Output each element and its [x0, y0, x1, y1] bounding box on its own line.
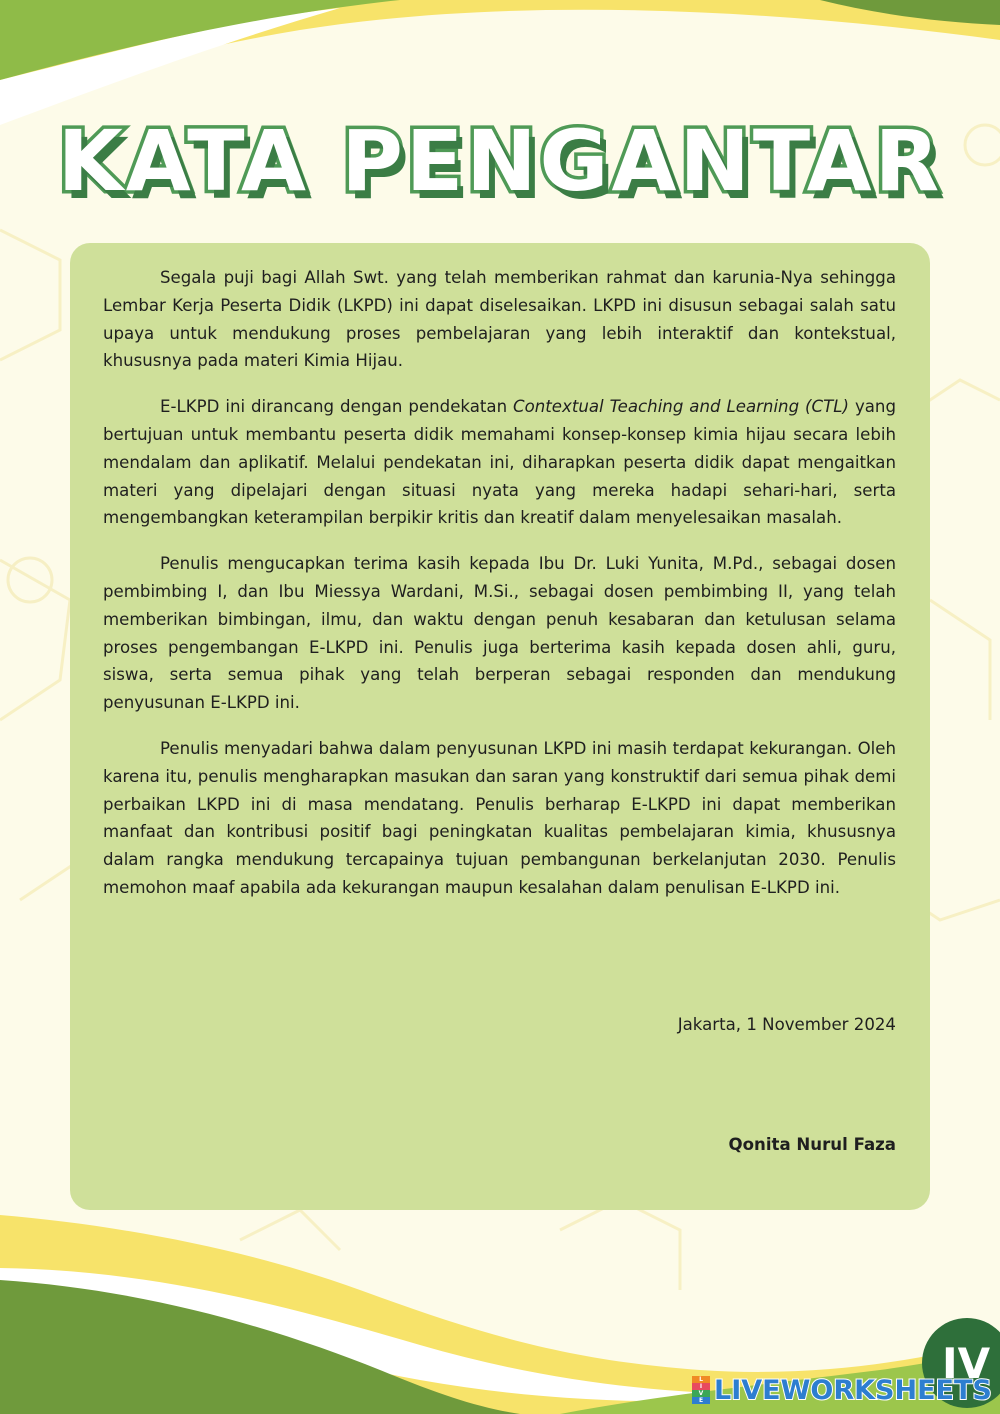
author-name: Qonita Nurul Faza — [728, 1135, 896, 1154]
page-title: KATA PENGANTAR — [57, 112, 943, 210]
liveworksheets-logo-icon — [692, 1376, 710, 1404]
paragraph-2-end: yang bertujuan untuk membantu peserta didik memahami konsep-konsep kimia hijau secara lebih mendalam dan aplikatif. Melalui pendekatan ini, diharapkan peserta didik dapat mengaitkan materi yang dipelajari dengan situasi nyata yang mereka hadapi sehari-hari, serta mengembangkan keterampilan berpikir kritis dan kreatif dalam menyelesaikan masalah. — [103, 397, 896, 528]
page-number-badge: IV — [922, 1318, 1000, 1408]
paragraph-3: Penulis mengucapkan terima kasih kepada Ibu Dr. Luki Yunita, M.Pd., sebagai dosen pembimbing I, dan Ibu Miessya Wardani, M.Si., sebagai dosen pembimbing II, yang telah memberikan bimbingan, ilmu, dan waktu dengan penuh kesabaran dan ketulusan selama proses pengembangan E-LKPD ini. Penulis juga berterima kasih kepada dosen ahli, guru, siswa, serta semua pihak yang telah berperan sebagai responden dan mendukung penyusunan E-LKPD ini. — [103, 554, 896, 713]
logo-letter-e: E — [692, 1397, 710, 1404]
logo-letter-v: V — [692, 1390, 710, 1397]
preface-body — [103, 264, 896, 920]
place-date: Jakarta, 1 November 2024 — [677, 1015, 896, 1034]
paragraph-1: Segala puji bagi Allah Swt. yang telah memberikan rahmat dan karunia-Nya sehingga Lembar Kerja Peserta Didik (LKPD) ini dapat diselesaikan. LKPD ini disusun sebagai salah satu upaya untuk mendukung proses pembelajaran yang lebih interaktif dan kontekstual, khususnya pada materi Kimia Hijau. — [103, 268, 896, 371]
paragraph-2-italic: Contextual Teaching and Learning (CTL) — [513, 397, 849, 417]
logo-letter-l: L — [692, 1376, 710, 1383]
paragraph-2-start: E-LKPD ini dirancang dengan pendekatan — [160, 397, 514, 417]
logo-letter-i: I — [692, 1383, 710, 1390]
paragraph-2 — [103, 393, 896, 532]
liveworksheets-watermark — [692, 1374, 992, 1406]
paragraph-4: Penulis menyadari bahwa dalam penyusunan LKPD ini masih terdapat kekurangan. Oleh karena itu, penulis mengharapkan masukan dan saran yang konstruktif dari semua pihak demi perbaikan LKPD ini di masa mendatang. Penulis berharap E-LKPD ini dapat memberikan manfaat dan kontribusi positif bagi peningkatan kualitas pembelajaran kimia, khususnya dalam rangka mendukung tercapainya tujuan pembangunan berkelanjutan 2030. Penulis memohon maaf apabila ada kekurangan maupun kesalahan dalam penulisan E-LKPD ini. — [103, 738, 896, 897]
liveworksheets-text: LIVEWORKSHEETS — [714, 1374, 992, 1406]
